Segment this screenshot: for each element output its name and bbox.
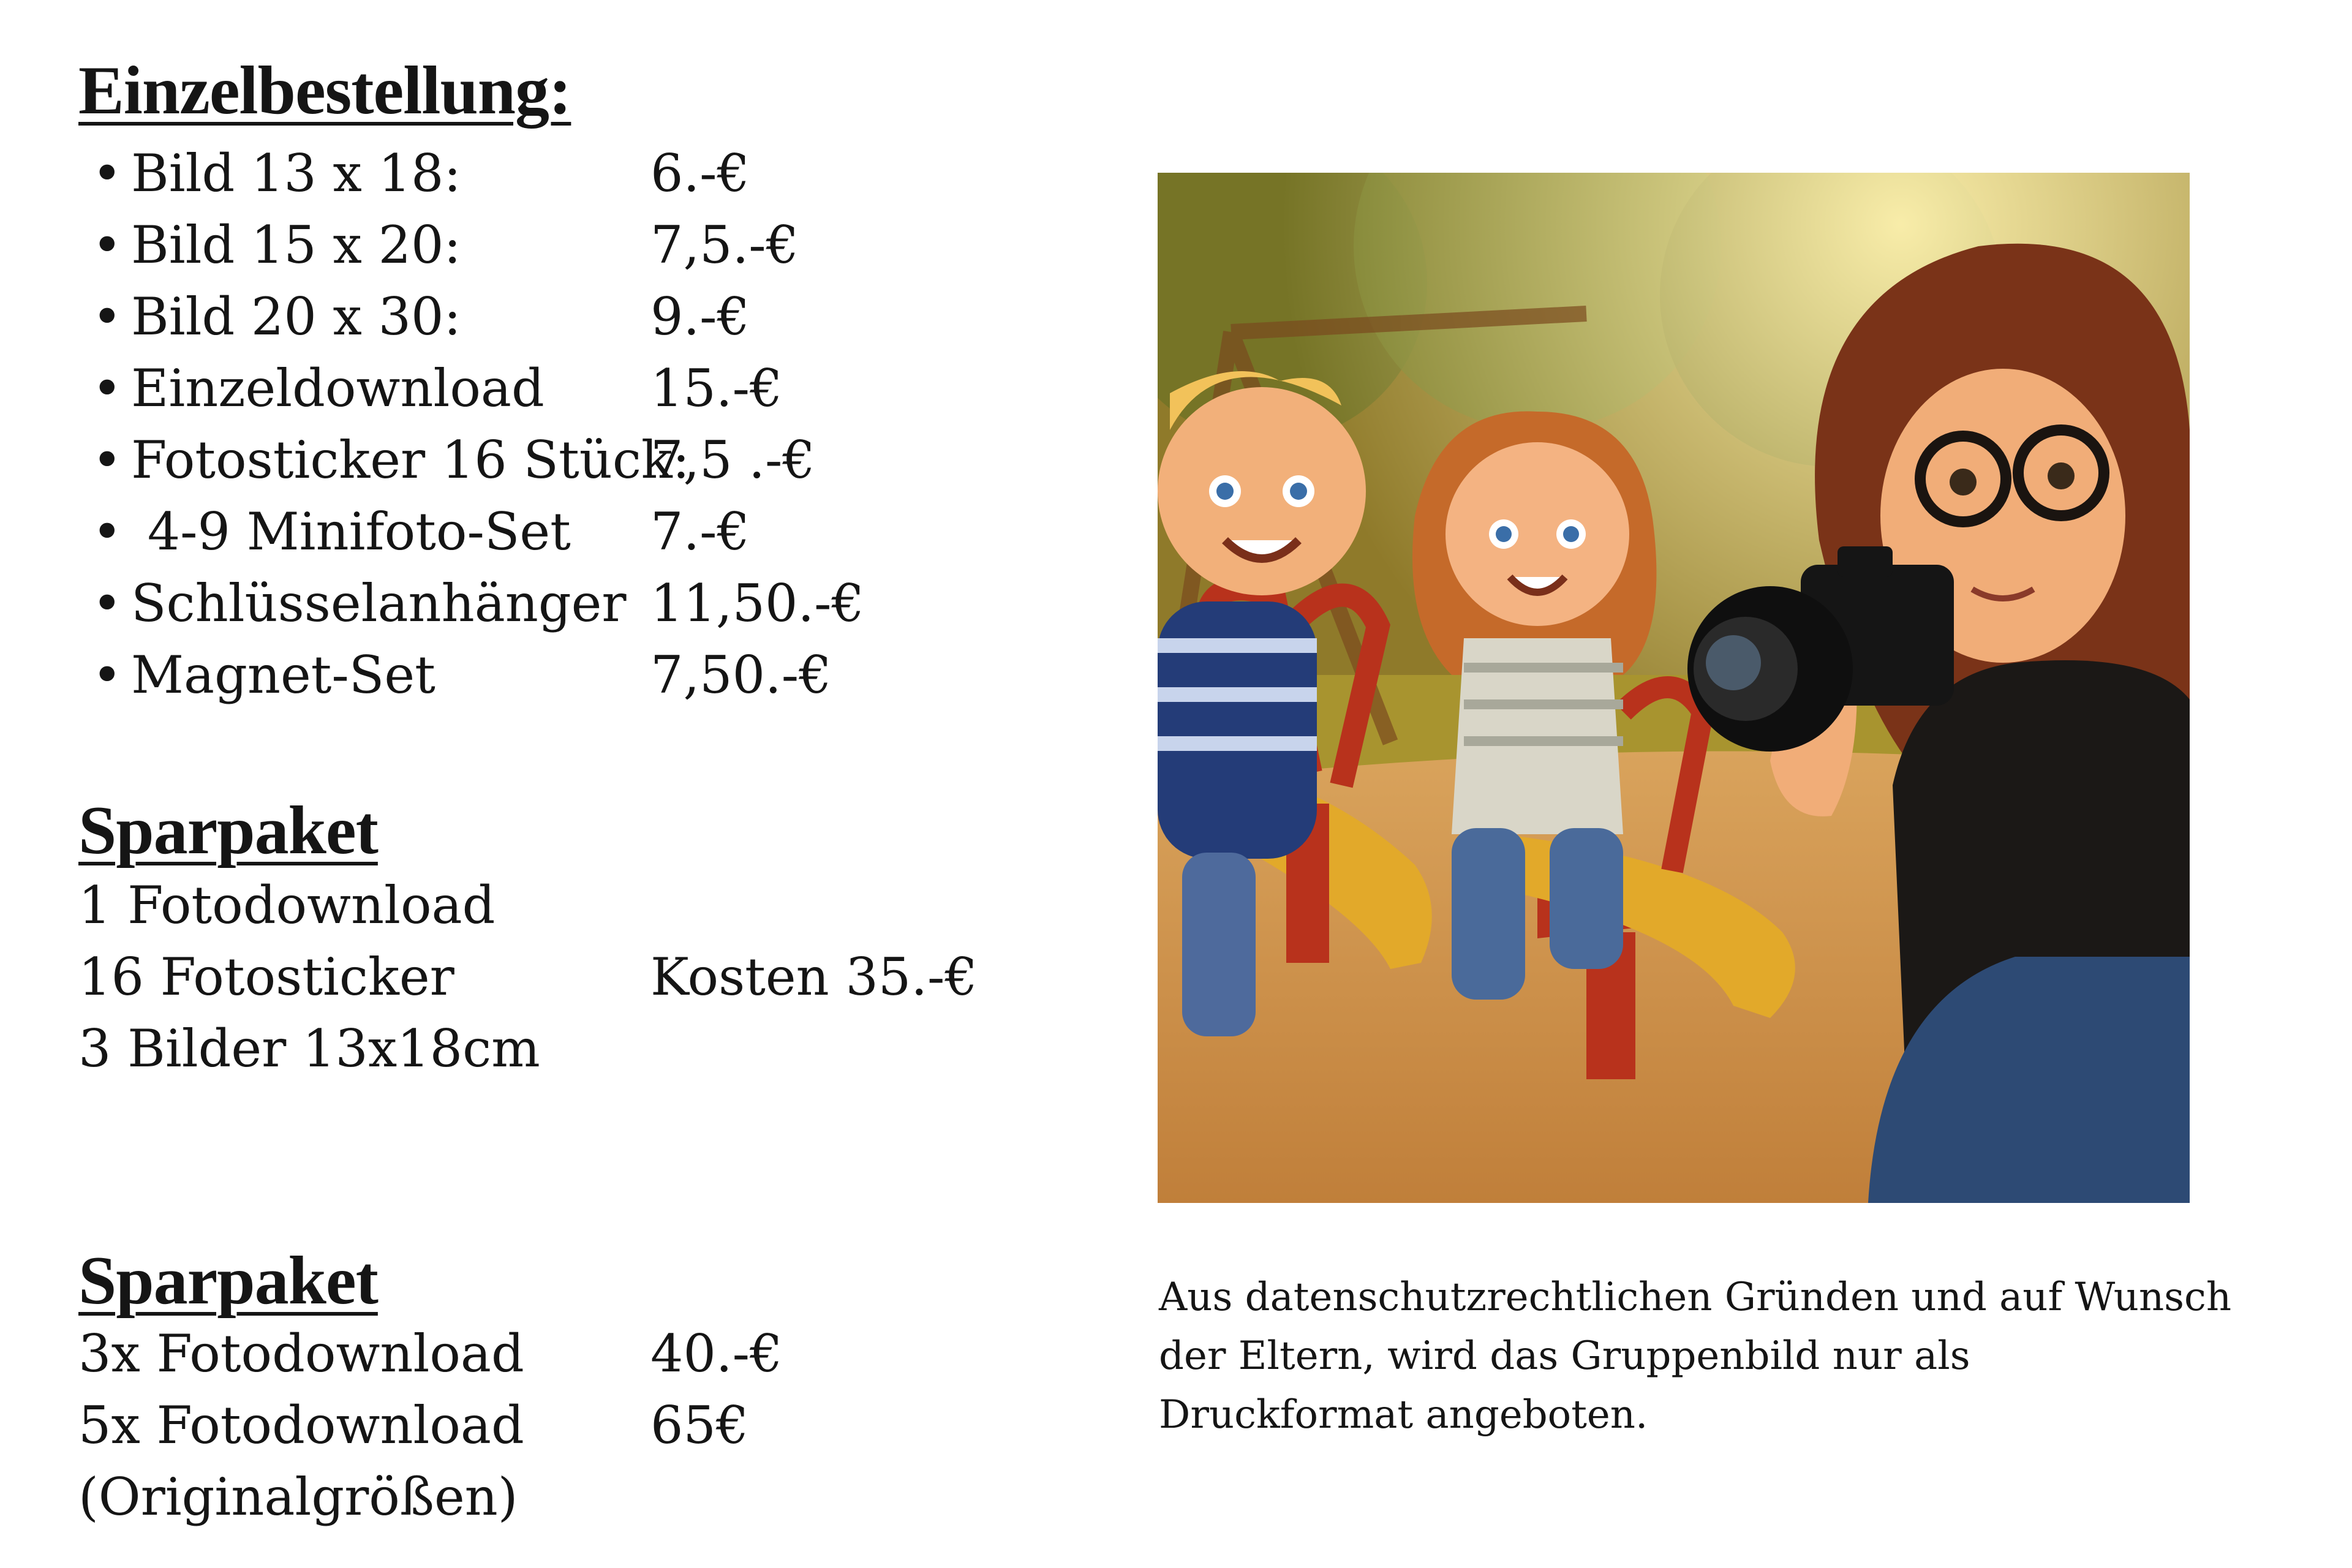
bullet: • [92, 215, 123, 275]
package-line: 16 Fotosticker [78, 947, 454, 1007]
item-price: 11,50.-€ [650, 573, 865, 633]
list-item [92, 639, 832, 711]
photographer-illustration [1158, 173, 2190, 1203]
item-price: 7.-€ [650, 502, 750, 562]
list-item [78, 1390, 749, 1461]
list-item [78, 1461, 524, 1533]
item-price: 7,5.-€ [650, 215, 799, 275]
item-label: 4-9 Minifoto-Set [131, 502, 571, 562]
item-label: Bild 13 x 18: [131, 143, 461, 203]
item-label: Bild 15 x 20: [131, 215, 461, 275]
package-price: Kosten 35.-€ [650, 947, 978, 1007]
sparpaket-1-list [78, 870, 978, 1085]
package-line: 1 Fotodownload [78, 875, 496, 935]
item-label: Schlüsselanhänger [131, 573, 627, 633]
list-item [78, 941, 978, 1013]
sparpaket-2-list [78, 1318, 783, 1533]
list-item [92, 209, 799, 281]
sparpaket-1-heading: Sparpaket [78, 793, 378, 869]
illustration-svg [1158, 173, 2190, 1203]
einzel-price-list [92, 138, 865, 711]
item-price: 65€ [650, 1395, 749, 1455]
bullet: • [92, 502, 123, 562]
list-item [92, 424, 815, 496]
einzelbestellung-heading: Einzelbestellung: [78, 53, 571, 129]
item-label: Fotosticker 16 Stück: [131, 430, 690, 490]
note-line: Aus datenschutzrechtlichen Gründen und auf Wunsch [1159, 1275, 2232, 1320]
bullet: • [92, 358, 123, 418]
list-item [92, 568, 865, 639]
list-item [78, 1013, 540, 1085]
list-item [78, 1318, 783, 1390]
bullet: • [92, 430, 123, 490]
list-item [92, 281, 750, 353]
item-price: 15.-€ [650, 358, 783, 418]
note-line: der Eltern, wird das Gruppenbild nur als [1159, 1333, 1970, 1379]
item-price: 7,50.-€ [650, 645, 832, 705]
item-price: 40.-€ [650, 1324, 783, 1384]
note-line: Druckformat angeboten. [1159, 1392, 1648, 1438]
bullet: • [92, 573, 123, 633]
list-item [92, 138, 750, 209]
bullet: • [92, 143, 123, 203]
list-item [78, 870, 540, 941]
bullet: • [92, 645, 123, 705]
item-label: Bild 20 x 30: [131, 287, 461, 347]
sparpaket-2-heading: Sparpaket [78, 1243, 378, 1319]
item-price: 9.-€ [650, 287, 750, 347]
list-item [92, 496, 750, 568]
package-line: 3 Bilder 13x18cm [78, 1019, 540, 1079]
item-price: 7,5 .-€ [650, 430, 815, 490]
item-label: 3x Fotodownload [78, 1324, 524, 1384]
item-label: 5x Fotodownload [78, 1395, 524, 1455]
item-label: Magnet-Set [131, 645, 435, 705]
item-label: (Originalgrößen) [78, 1467, 518, 1527]
privacy-note [1159, 1268, 2232, 1444]
item-price: 6.-€ [650, 143, 750, 203]
item-label: Einzeldownload [131, 358, 545, 418]
bullet: • [92, 287, 123, 347]
list-item [92, 353, 783, 424]
